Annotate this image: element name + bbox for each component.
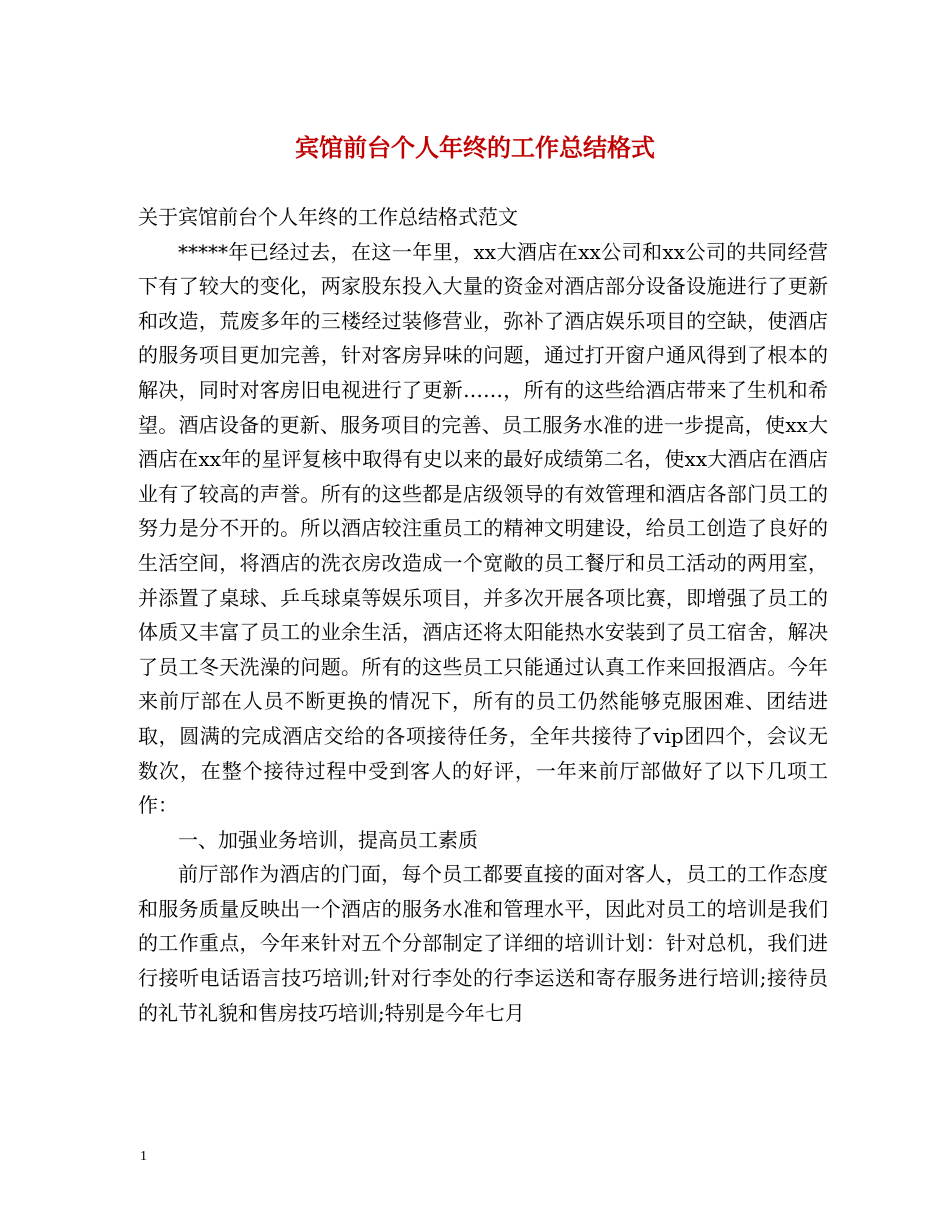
section-heading-training: 一、加强业务培训，提高员工素质	[178, 827, 478, 852]
paragraph-intro: *****年已经过去，在这一年里，xx大酒店在xx公司和xx公司的共同经营下有了较大的变化，两家股东投入大量的资金对酒店部分设备设施进行了更新和改造，荒废多年的三楼经过装修营业，弥补了酒店娱乐项目的空缺，使酒店的服务项目更加完善，针对客房异味的问题，通过打开窗户通风得到了根本的解决，同时对客房旧电视进行了更新……，所有的这些给酒店带来了生机和希望。酒店设备的更新、服务项目的完善、员工服务水准的进一步提高，使xx大酒店在xx年的星评复核中取得有史以来的最好成绩第二名，使xx大酒店在酒店业有了较高的声誉。所有的这些都是店级领导的有效管理和酒店各部门员工的努力是分不开的。所以酒店较注重员工的精神文明建设，给员工创造了良好的生活空间，将酒店的洗衣房改造成一个宽敞的员工餐厅和员工活动的两用室，并添置了桌球、乒乓球桌等娱乐项目，并多次开展各项比赛，即增强了员工的体质又丰富了员工的业余生活，酒店还将太阳能热水安装到了员工宿舍，解决了员工冬天洗澡的问题。所有的这些员工只能通过认真工作来回报酒店。今年来前厅部在人员不断更换的情况下，所有的员工仍然能够克服困难、团结进取，圆满的完成酒店交给的各项接待任务，全年共接待了vip团四个，会议无数次，在整个接待过程中受到客人的好评，一年来前厅部做好了以下几项工作：	[138, 239, 828, 818]
document-title: 宾馆前台个人年终的工作总结格式	[295, 134, 655, 162]
document-subtitle: 关于宾馆前台个人年终的工作总结格式范文	[138, 205, 518, 229]
page-number: 1	[140, 1149, 147, 1164]
document-body	[138, 200, 828, 1030]
paragraph-training: 前厅部作为酒店的门面，每个员工都要直接的面对客人，员工的工作态度和服务质量反映出一个酒店的服务水准和管理水平，因此对员工的培训是我们的工作重点，今年来针对五个分部制定了详细的培训计划：针对总机，我们进行接听电话语言技巧培训;针对行李处的行李运送和寄存服务进行培训;接待员的礼节礼貌和售房技巧培训;特别是今年七月	[138, 862, 828, 1025]
